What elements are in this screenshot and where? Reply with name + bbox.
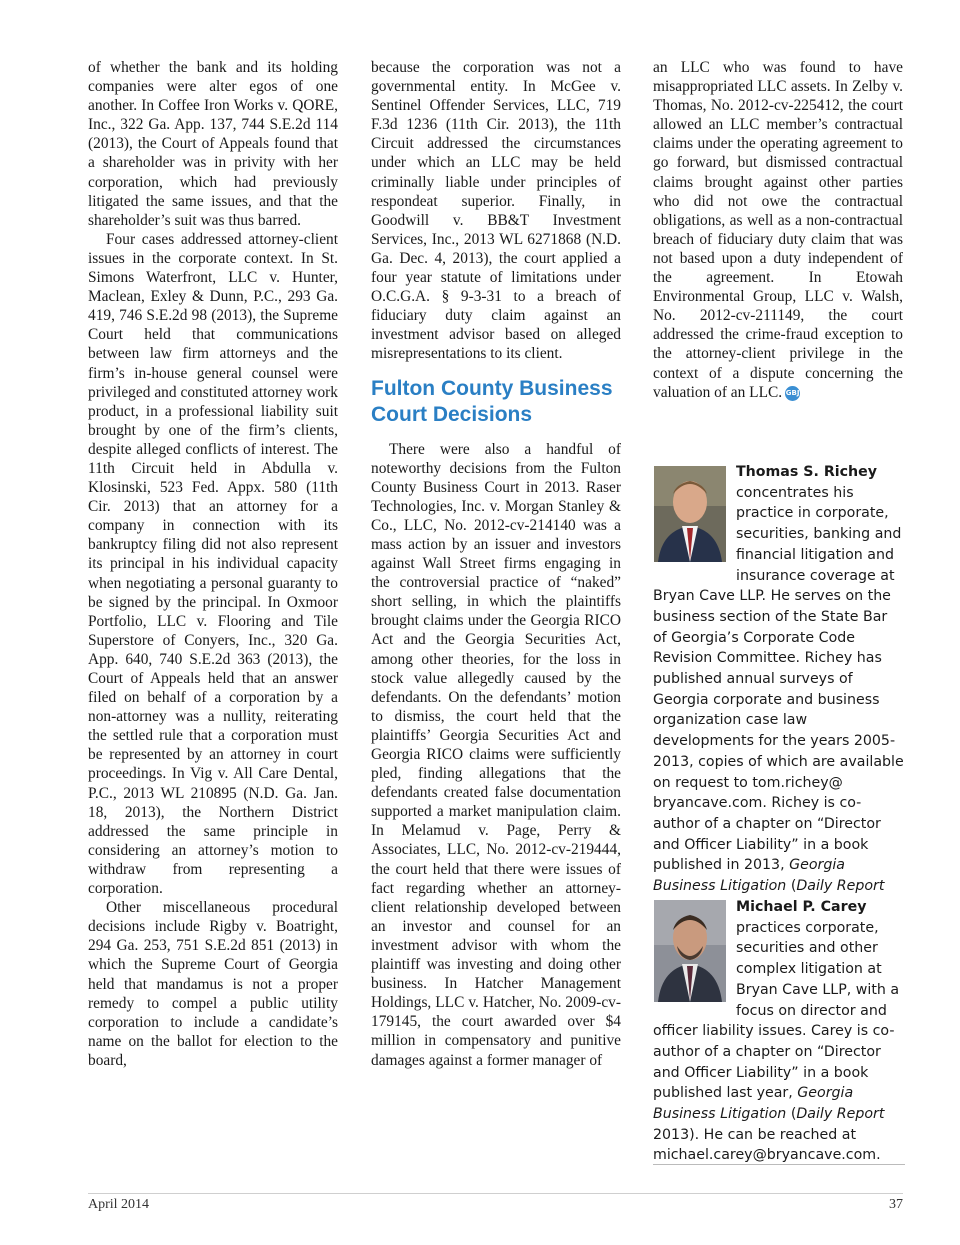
bio-paren-open: ( [786,878,797,895]
bio-paren-open: ( [786,1106,797,1123]
end-of-article-icon: GBJ [785,386,800,401]
bio-name: Thomas S. Richey [736,464,877,480]
author-bio-carey [653,897,905,1166]
bio-text: practices corporate, securities and other complex litigation at Bryan Cave LLP, with a focus on director and officer liability issues. Carey is co-author of a chapter on “Director and Officer Liability” in a book published last year, [653,919,900,1102]
issue-date: April 2014 [88,1197,150,1212]
col3-paragraph-1-text: an LLC who was found to have misappropriated LLC assets. In Zelby v. Thomas, No. 2012-cv-225412, the court allowed an LLC member’s contractual claims under the operating agreement to go forward, but dismissed contractual claims brought against other parties who did not owe the contractual obligations, as well as a non-contractual breach of fiduciary duty claim that was not based upon a duty independent of the agreement. In Etowah Environmental Group, LLC v. Walsh, No. 2012-cv-211149, the court addressed the crime-fraud exception to the attorney-client privilege in the context of a dispute concerning the valuation of an LLC. [653,59,903,401]
col1-paragraph-1: of whether the bank and its holding companies were alter egos of one another. In Coffee Iron Works v. QORE, Inc., 322 Ga. App. 137, 744 S.E.2d 114 (2013), the Court of Appeals found that a shareholder was in privity with her corporation, which had previously litigated the same issues, and that the shareholder’s suit was thus barred. [88,59,338,229]
author-bio-richey [653,462,905,917]
bio-name: Michael P. Carey [736,899,867,915]
bio-book-title: Georgia Business Litigation [653,1085,854,1123]
bio-tail: 2013). He can be reached at michael.carey@bryancave.com. [653,1126,881,1164]
section-heading: Fulton County Business Court Decisions [371,376,613,426]
column-1 [88,58,338,1070]
col3-paragraph-1 [653,58,903,402]
bio-divider [653,1164,905,1165]
column-2 [371,58,621,1070]
author-photo-richey [654,466,726,562]
col2-paragraph-1: because the corporation was not a governmental entity. In McGee v. Sentinel Offender Services, LLC, 719 F.3d 1236 (11th Cir. 2013), the 11th Circuit addressed the circumstances under which an LLC may be held criminally liable under principles of respondeat superior. Finally, in Goodwill v. BB&T Investment Services, Inc., 2013 WL 6271868 (N.D. Ga. Dec. 4, 2013), the court applied a four year statute of limitations under O.C.G.A. § 9-3-31 to a breach of fiduciary duty claim against an investment advisor based on alleged misrepresentations to its client. [371,59,621,363]
page-number: 37 [889,1197,903,1212]
bio-text: concentrates his practice in corporate, securities, banking and financial litigation and insurance coverage at Bryan Cave LLP. He serves on the business section of the State Bar of Georgia’s Corporate Code Revision Committee. Richey has published annual surveys of Georgia corporate and business organization case law developments for the years 2005-2013, copies of which are available on request to tom.richey@ bryancave.com. Richey is co-author of a chapter on “Director and Officer Liability” in a book published in 2013, [653,484,904,874]
bio-publisher: Daily Report [796,878,885,895]
col1-paragraph-3: Other miscellaneous procedural decisions include Rigby v. Boatright, 294 Ga. 253, 751 S.E.2d 851 (2013) in which the Supreme Court of Georgia held that mandamus is not a proper remedy to compel a public utility corporation to include a candidate’s name on the ballot for election to the board, [88,899,338,1069]
page-footer [88,1193,903,1212]
column-3 [653,58,903,402]
bio-publisher: Daily Report [796,1106,885,1123]
col1-paragraph-2: Four cases addressed attorney-client issues in the corporate context. In St. Simons Waterfront, LLC v. Hunter, Maclean, Exley & Dunn, P.C., 293 Ga. 419, 746 S.E.2d 98 (2013), the Supreme Court held that communications between law firm attorneys and the firm’s in-house general counsel were privileged and constituted attorney work product, in a professional liability suit brought by one of the firm’s clients, despite alleged conflicts of interest. The 11th Circuit held in Abdulla v. Klosinski, 523 Fed. Appx. 580 (11th Cir. 2013) that an attorney for a company in connection with its bankruptcy filing did not also represent its principal in his individual capacity when negotiating a personal guaranty to be signed by the principal. In Oxmoor Portfolio, LLC v. Flooring and Tile Superstore of Conyers, Inc., 320 Ga. App. 640, 740 S.E.2d 363 (2013), the Court of Appeals held that an answer filed on behalf of a corporation by a non-attorney was a nullity, reiterating the settled rule that a corporation must be represented by an attorney in court proceedings. In Vig v. All Care Dental, P.C., 2013 WL 210895 (N.D. Ga. Jan. 18, 2013), the Northern District addressed the same principle in considering an attorney’s motion to withdraw from representing a corporation. [88,230,338,898]
bio-book-title: Georgia Business Litigation [653,857,845,895]
author-photo-carey [654,900,726,1002]
col2-paragraph-2: There were also a handful of noteworthy decisions from the Fulton County Business Court in 2013. Raser Technologies, Inc. v. Morgan Stanley & Co., LLC, No. 2012-cv-214140 was a mass action by an issuer and investors against Wall Street firms engaging in the controversial practice of “naked” short selling, in which the plaintiffs brought claims under the Georgia RICO Act and the Georgia Securities Act, among other theories, for the loss in stock value allegedly caused by the defendants. On the defendants’ motion to dismiss, the court held that the plaintiffs’ Georgia Securities Act and Georgia RICO claims were sufficiently pled, finding allegations that the defendants created false documentation supported a market manipulation claim. In Melamud v. Page, Perry & Associates, LLC, No. 2012-cv-219444, the court held that there were issues of fact regarding whether an attorney-client relationship developed between an investor and counsel for an investment advisor with whom the plaintiff was investing and doing other business. In Hatcher Management Holdings, LLC v. Hatcher, No. 2009-cv-179145, the court awarded over $4 million in compensatory and punitive damages against a former manager of [371,440,621,1069]
